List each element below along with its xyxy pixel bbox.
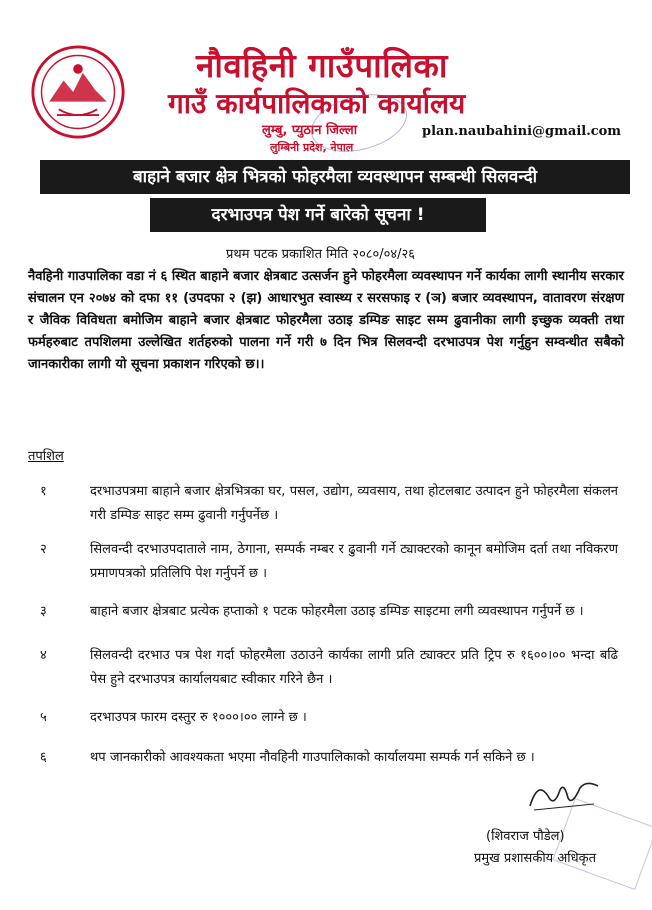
list-item-number: ४: [40, 648, 47, 663]
list-item-number: ६: [40, 750, 47, 765]
notice-title-line1: बाहाने बजार क्षेत्र भित्रको फोहरमैला व्यवस्थापन सम्बन्धी सिलवन्दी: [40, 160, 630, 194]
notice-body: नैवहिनी गाउपालिका वडा नं ६ स्थित बाहाने बजार क्षेत्रबाट उत्सर्जन हुने फोहरमैला व्यवस्थापन गर्ने कार्यका लागी स्थानीय सरकार संचालन एन २०७४ को दफा ११ (उपदफा २ (झ) आधारभुत स्वास्थ्य र सरसफाइ र (ञ) बजार व्यवस्थापन, वातावरण संरक्षण र जैविक विविधता बमोजिम बाहाने बजार क्षेत्रबाट फोहरमैला उठाइ डम्पिङ साइट सम्म ढुवानीका लागी इच्छुक व्यक्ती तथा फर्महरुबाट तपशिलमा उल्लेखित शर्तहरुको पालना गर्ने गरी ७ दिन भित्र सिलवन्दी दरभाउपत्र पेश गर्नुहुन सम्वन्धीत सबैको जानकारीका लागी यो सूचना प्रकाशन गरिएको छ।।: [28, 269, 624, 372]
list-item-text: बाहाने बजार क्षेत्रबाट प्रत्येक हप्ताको १ पटक फोहरमैला उठाइ डम्पिङ साइटमा लगी व्यवस्थापन गर्नुपर्ने छ ।: [90, 604, 584, 619]
publish-date: प्रथम पटक प्रकाशित मिति २०८०/०४/२६: [226, 247, 416, 262]
list-item-text: दरभाउपत्र फारम दस्तुर रु १०००।०० लाग्ने छ ।: [90, 710, 307, 725]
office-province: लुम्बिनी प्रदेश, नेपाल: [270, 141, 354, 154]
list-item-number: २: [40, 542, 47, 557]
signatory-name: (शिवराज पौडेल): [486, 829, 565, 844]
list-item-number: ३: [40, 604, 47, 619]
list-item-text: दरभाउपत्रमा बाहाने बजार क्षेत्रभित्रका घर, पसल, उद्योग, व्यवसाय, तथा होटलबाट उत्पादन हुने फोहरमैला संकलन गरी डम्पिङ साइट सम्म ढुवानी गर्नुपर्नेछ ।: [90, 484, 618, 523]
list-item-number: ५: [40, 710, 47, 725]
list-item-text: सिलवन्दी दरभाउपदाताले नाम, ठेगाना, सम्पर्क नम्बर र ढुवानी गर्ने ट्याक्टरको कानून बमोजिम दर्ता तथा नविकरण प्रमाणपत्रको प्रतिलिपि पेश गर्नुपर्ने छ ।: [90, 542, 618, 581]
signatory-title: प्रमुख प्रशासकीय अधिकृत: [474, 851, 597, 866]
municipality-name: नौवहिनी गाउँपालिका: [196, 46, 448, 85]
nepal-emblem-logo: [30, 44, 126, 140]
notice-title-line2: दरभाउपत्र पेश गर्ने बारेको सूचना !: [150, 198, 486, 232]
list-item-text: थप जानकारीको आवश्यकता भएमा नौवहिनी गाउपालिकाको कार्यालयमा सम्पर्क गर्न सकिने छ ।: [90, 750, 535, 765]
office-email: plan.naubahini@gmail.com: [422, 124, 622, 139]
list-item-number: १: [40, 484, 47, 499]
list-item-text: सिलवन्दी दरभाउ पत्र पेश गर्दा फोहरमैला उठाउने कार्यका लागी प्रति ट्याक्टर प्रति ट्रिप रु १६००।०० भन्दा बढि पेस हुने दरभाउपत्र कार्यालयबाट स्वीकार गरिने छैन ।: [90, 648, 618, 687]
office-address: लुम्बु, प्युठान जिल्ला: [262, 123, 358, 138]
office-name: गाउँ कार्यपालिकाको कार्यालय: [168, 87, 466, 120]
details-heading: तपशिल: [28, 449, 64, 464]
